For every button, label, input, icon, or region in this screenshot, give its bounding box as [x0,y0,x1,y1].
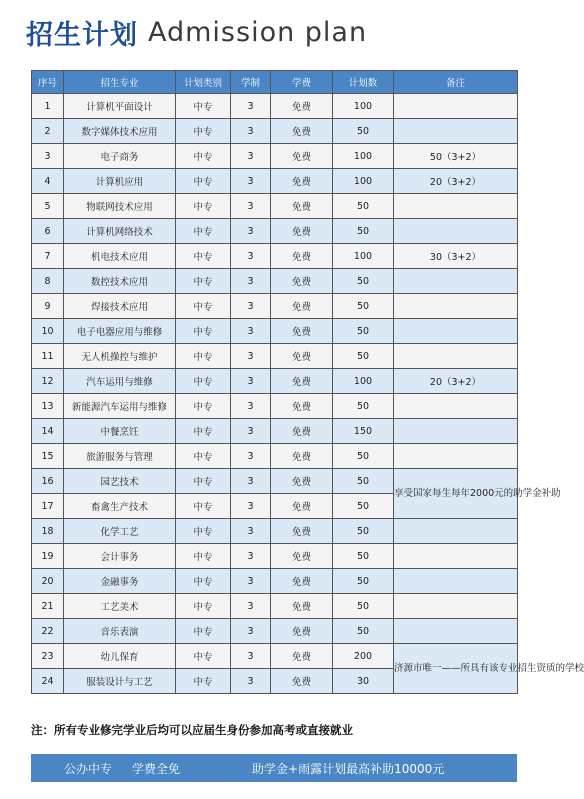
table-cell: 18 [32,519,64,544]
table-cell: 免费 [271,344,333,369]
table-cell: 3 [231,319,271,344]
table-cell: 数字媒体技术应用 [64,119,176,144]
remark-cell [394,619,518,644]
table-cell: 中专 [176,644,231,669]
table-cell: 免费 [271,94,333,119]
table-cell: 免费 [271,594,333,619]
table-header-row [32,71,518,94]
table-cell: 旅游服务与管理 [64,444,176,469]
table-cell: 免费 [271,644,333,669]
table-row [32,469,518,494]
table-row [32,119,518,144]
table-cell: 3 [231,344,271,369]
table-row [32,594,518,619]
table-row [32,144,518,169]
table-cell: 中专 [176,444,231,469]
table-row [32,369,518,394]
table-cell: 10 [32,319,64,344]
table-cell: 30 [333,669,394,694]
table-cell: 3 [231,194,271,219]
table-cell: 中专 [176,319,231,344]
table-cell: 汽车运用与维修 [64,369,176,394]
column-header: 学费 [271,71,333,94]
table-cell: 3 [231,244,271,269]
table-cell: 22 [32,619,64,644]
table-cell: 20 [32,569,64,594]
column-header: 计划数 [333,71,394,94]
table-cell: 中专 [176,219,231,244]
table-cell: 焊接技术应用 [64,294,176,319]
table-cell: 中专 [176,369,231,394]
table-cell: 6 [32,219,64,244]
table-cell: 50 [333,269,394,294]
table-cell: 服装设计与工艺 [64,669,176,694]
table-row [32,169,518,194]
table-cell: 免费 [271,269,333,294]
remark-cell [394,544,518,569]
table-cell: 50 [333,194,394,219]
table-cell: 3 [231,119,271,144]
admission-plan-table [31,70,584,694]
table-cell: 3 [231,644,271,669]
table-cell: 免费 [271,669,333,694]
table-cell: 园艺技术 [64,469,176,494]
table-cell: 中专 [176,544,231,569]
remark-cell [394,269,518,294]
table-body [32,94,584,694]
table-cell: 中专 [176,269,231,294]
page-title-en: Admission plan [148,16,368,48]
table-cell: 无人机操控与维护 [64,344,176,369]
page-title-cn: 招生计划 [26,19,138,51]
table-cell: 计算机平面设计 [64,94,176,119]
table-cell: 工艺美术 [64,594,176,619]
table-cell: 物联网技术应用 [64,194,176,219]
table-cell: 9 [32,294,64,319]
table-cell: 幼儿保育 [64,644,176,669]
table-cell: 3 [231,519,271,544]
table-cell: 中专 [176,419,231,444]
table-row [32,394,518,419]
table-cell: 免费 [271,194,333,219]
table-cell: 机电技术应用 [64,244,176,269]
table-cell: 中餐烹饪 [64,419,176,444]
table-cell: 中专 [176,594,231,619]
table-cell: 50 [333,594,394,619]
table-cell: 中专 [176,169,231,194]
table-cell: 3 [231,294,271,319]
table-cell: 3 [231,219,271,244]
table-cell: 免费 [271,444,333,469]
table-cell: 新能源汽车运用与维修 [64,394,176,419]
table-cell: 8 [32,269,64,294]
table-cell: 中专 [176,619,231,644]
remark-cell: 20（3+2） [394,169,518,194]
remark-cell [394,219,518,244]
table-cell: 3 [231,669,271,694]
column-header: 序号 [32,71,64,94]
table-row [32,319,518,344]
table-cell: 4 [32,169,64,194]
table-cell: 23 [32,644,64,669]
footnote: 注：所有专业修完学业后均可以应届生身份参加高考或直接就业 [31,723,353,737]
table-cell: 畜禽生产技术 [64,494,176,519]
table-cell: 中专 [176,519,231,544]
table-row [32,269,518,294]
table-cell: 13 [32,394,64,419]
table-cell: 100 [333,144,394,169]
table-cell: 化学工艺 [64,519,176,544]
table-cell: 免费 [271,219,333,244]
table-row [32,619,518,644]
table-row [32,294,518,319]
remark-cell [394,119,518,144]
table-row [32,519,518,544]
table-row [32,219,518,244]
table-row [32,244,518,269]
remark-cell [394,394,518,419]
table-cell: 24 [32,669,64,694]
table-cell: 3 [231,544,271,569]
column-header: 计划类别 [176,71,231,94]
table-row [32,419,518,444]
table-cell: 3 [231,144,271,169]
table-cell: 21 [32,594,64,619]
table-cell: 50 [333,544,394,569]
table-cell: 14 [32,419,64,444]
table-cell: 中专 [176,569,231,594]
table-cell: 免费 [271,144,333,169]
table-cell: 100 [333,244,394,269]
table-cell: 50 [333,569,394,594]
bottom-banner [31,754,517,782]
remark-cell [394,419,518,444]
table-cell: 数控技术应用 [64,269,176,294]
table-cell: 中专 [176,119,231,144]
table-cell: 免费 [271,544,333,569]
table-cell: 3 [231,369,271,394]
table-cell: 中专 [176,469,231,494]
table-cell: 3 [231,269,271,294]
table-cell: 16 [32,469,64,494]
table-cell: 50 [333,619,394,644]
table-cell: 50 [333,219,394,244]
column-header: 学制 [231,71,271,94]
table-cell: 3 [231,594,271,619]
remark-cell [394,344,518,369]
table-cell: 50 [333,319,394,344]
table-cell: 电子商务 [64,144,176,169]
table-cell: 5 [32,194,64,219]
table-row [32,194,518,219]
table-cell: 50 [333,444,394,469]
table-cell: 3 [231,469,271,494]
table-cell: 3 [231,94,271,119]
table-cell: 200 [333,644,394,669]
table-cell: 3 [231,169,271,194]
unique-school-note: 济源市唯一——所具有该专业招生资质的学校 [394,644,518,694]
table-cell: 计算机应用 [64,169,176,194]
table-cell: 3 [231,394,271,419]
remark-cell: 20（3+2） [394,369,518,394]
table-row [32,444,518,469]
table-cell: 中专 [176,494,231,519]
table-cell: 免费 [271,369,333,394]
table-cell: 中专 [176,669,231,694]
table-cell: 100 [333,94,394,119]
table-row [32,544,518,569]
table-cell: 免费 [271,169,333,194]
remark-cell [394,569,518,594]
table-cell: 3 [231,494,271,519]
table-cell: 中专 [176,294,231,319]
table-cell: 11 [32,344,64,369]
table-cell: 免费 [271,419,333,444]
column-header: 招生专业 [64,71,176,94]
table-row [32,569,518,594]
table-cell: 50 [333,494,394,519]
table-cell: 音乐表演 [64,619,176,644]
remark-cell [394,444,518,469]
table-row [32,94,518,119]
table-cell: 中专 [176,344,231,369]
table-cell: 电子电器应用与维修 [64,319,176,344]
table-cell: 17 [32,494,64,519]
table-cell: 150 [333,419,394,444]
subsidy-note: 享受国家每生每年2000元的助学金补助 [394,469,518,519]
table-cell: 100 [333,169,394,194]
page-title [26,10,367,54]
table-row [32,344,518,369]
table-cell: 免费 [271,619,333,644]
table-cell: 免费 [271,469,333,494]
table-cell: 中专 [176,94,231,119]
remark-cell [394,519,518,544]
table-cell: 计算机网络技术 [64,219,176,244]
table-cell: 50 [333,119,394,144]
table-cell: 50 [333,344,394,369]
table-cell: 免费 [271,319,333,344]
table-cell: 免费 [271,519,333,544]
table-row [32,644,518,669]
table-cell: 会计事务 [64,544,176,569]
banner-free-tuition: 学费全免 [132,761,181,776]
table-cell: 15 [32,444,64,469]
table-cell: 免费 [271,569,333,594]
table-cell: 中专 [176,244,231,269]
banner-public-school: 公办中专 [64,761,113,776]
table-cell: 中专 [176,144,231,169]
table-cell: 免费 [271,294,333,319]
remark-cell [394,319,518,344]
remark-cell [394,294,518,319]
column-header: 备注 [394,71,518,94]
table-cell: 3 [231,619,271,644]
remark-cell: 30（3+2） [394,244,518,269]
remark-cell [394,594,518,619]
table-cell: 金融事务 [64,569,176,594]
table-cell: 50 [333,469,394,494]
table-cell: 中专 [176,394,231,419]
remark-cell [394,94,518,119]
table-cell: 中专 [176,194,231,219]
table-cell: 免费 [271,394,333,419]
table-cell: 1 [32,94,64,119]
table-cell: 50 [333,394,394,419]
table-cell: 3 [32,144,64,169]
table-cell: 100 [333,369,394,394]
table-cell: 19 [32,544,64,569]
table-cell: 3 [231,444,271,469]
remark-cell: 50（3+2） [394,144,518,169]
table-cell: 7 [32,244,64,269]
remark-cell [394,194,518,219]
table-cell: 12 [32,369,64,394]
banner-subsidy: 助学金+雨露计划最高补助10000元 [252,761,445,776]
table-cell: 免费 [271,244,333,269]
table-cell: 3 [231,419,271,444]
table-cell: 50 [333,519,394,544]
table-cell: 2 [32,119,64,144]
table-cell: 免费 [271,119,333,144]
table-cell: 3 [231,569,271,594]
table-cell: 免费 [271,494,333,519]
table-cell: 50 [333,294,394,319]
